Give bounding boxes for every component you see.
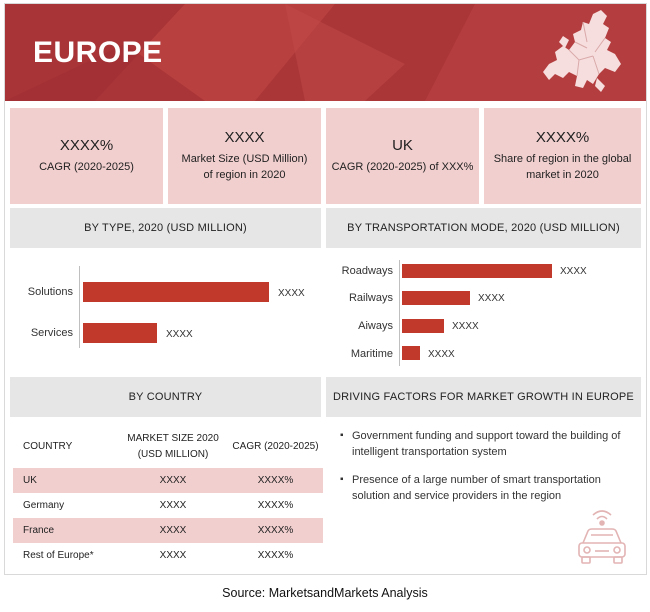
kpi-value: UK bbox=[392, 137, 413, 154]
by-mode-axis bbox=[399, 260, 400, 366]
bar-label: Roadways bbox=[341, 265, 393, 277]
connected-car-icon bbox=[571, 509, 633, 567]
size-cell: XXXX bbox=[159, 550, 187, 561]
kpi-value: XXXX% bbox=[535, 129, 590, 146]
kpi-market-size bbox=[168, 108, 321, 204]
kpi-value: XXXX% bbox=[59, 137, 114, 154]
kpi-cagr bbox=[10, 108, 163, 204]
bar-value: XXXX bbox=[166, 329, 193, 340]
source-note: Source: MarketsandMarkets Analysis bbox=[222, 586, 428, 600]
bar-railways bbox=[402, 291, 470, 305]
country-cell: France bbox=[13, 518, 118, 543]
col-cagr: CAGR (2020-2025) bbox=[232, 441, 319, 452]
kpi-value: XXXX bbox=[224, 129, 265, 146]
col-market-size: MARKET SIZE 2020 (USD MILLION) bbox=[127, 433, 219, 460]
cagr-cell: XXXX% bbox=[257, 550, 294, 561]
bar-value: XXXX bbox=[478, 293, 505, 304]
bar-value: XXXX bbox=[278, 288, 305, 299]
bar-label: Services bbox=[30, 327, 73, 339]
list-item: ▪ Presence of a large number of smart transportation solution and service providers in the region bbox=[338, 472, 630, 504]
kpi-label: Market Size (USD Million) of region in 2020 bbox=[181, 153, 308, 181]
table-row bbox=[13, 543, 323, 568]
bar-value: XXXX bbox=[560, 266, 587, 277]
cagr-cell: XXXX% bbox=[228, 518, 323, 543]
size-cell: XXXX bbox=[159, 500, 187, 511]
bar-solutions bbox=[83, 282, 269, 302]
bar-label: Railways bbox=[348, 292, 393, 304]
bar-airways bbox=[402, 319, 444, 333]
kpi-label: CAGR (2020-2025) of XXX% bbox=[331, 161, 474, 173]
by-mode-header: BY TRANSPORTATION MODE, 2020 (USD MILLION) bbox=[326, 208, 641, 248]
driving-factors-list bbox=[338, 428, 630, 516]
table-row bbox=[13, 518, 323, 543]
size-cell: XXXX bbox=[118, 468, 228, 493]
drivers-header: DRIVING FACTORS FOR MARKET GROWTH IN EUROPE bbox=[326, 377, 641, 417]
kpi-top-country bbox=[326, 108, 479, 204]
col-country: COUNTRY bbox=[23, 441, 73, 452]
bar-value: XXXX bbox=[452, 321, 479, 332]
country-cell: Rest of Europe* bbox=[23, 550, 94, 561]
bar-roadways bbox=[402, 264, 552, 278]
bar-label: Maritime bbox=[350, 348, 393, 360]
europe-map-icon bbox=[535, 8, 635, 96]
size-cell: XXXX bbox=[118, 518, 228, 543]
by-country-header: BY COUNTRY bbox=[10, 377, 321, 417]
cagr-cell: XXXX% bbox=[228, 468, 323, 493]
country-table bbox=[13, 426, 323, 568]
table-header-row bbox=[13, 426, 323, 468]
bar-label: Solutions bbox=[27, 286, 73, 298]
bar-value: XXXX bbox=[428, 349, 455, 360]
cagr-cell: XXXX% bbox=[257, 500, 294, 511]
title-banner bbox=[5, 4, 646, 101]
region-title: EUROPE bbox=[33, 36, 163, 69]
table-row bbox=[13, 468, 323, 493]
list-item: ▪ Government funding and support toward the building of intelligent transportation system bbox=[338, 428, 630, 460]
kpi-label: CAGR (2020-2025) bbox=[39, 161, 134, 173]
kpi-label: Share of region in the global market in 2020 bbox=[493, 153, 632, 181]
infographic-frame bbox=[4, 3, 647, 575]
bar-label: Aiways bbox=[358, 320, 393, 332]
country-cell: UK bbox=[13, 468, 118, 493]
country-cell: Germany bbox=[23, 500, 65, 511]
bar-services bbox=[83, 323, 157, 343]
table-row bbox=[13, 493, 323, 518]
kpi-global-share bbox=[484, 108, 641, 204]
by-type-axis bbox=[79, 266, 80, 348]
bar-maritime bbox=[402, 346, 420, 360]
by-type-header: BY TYPE, 2020 (USD MILLION) bbox=[10, 208, 321, 248]
